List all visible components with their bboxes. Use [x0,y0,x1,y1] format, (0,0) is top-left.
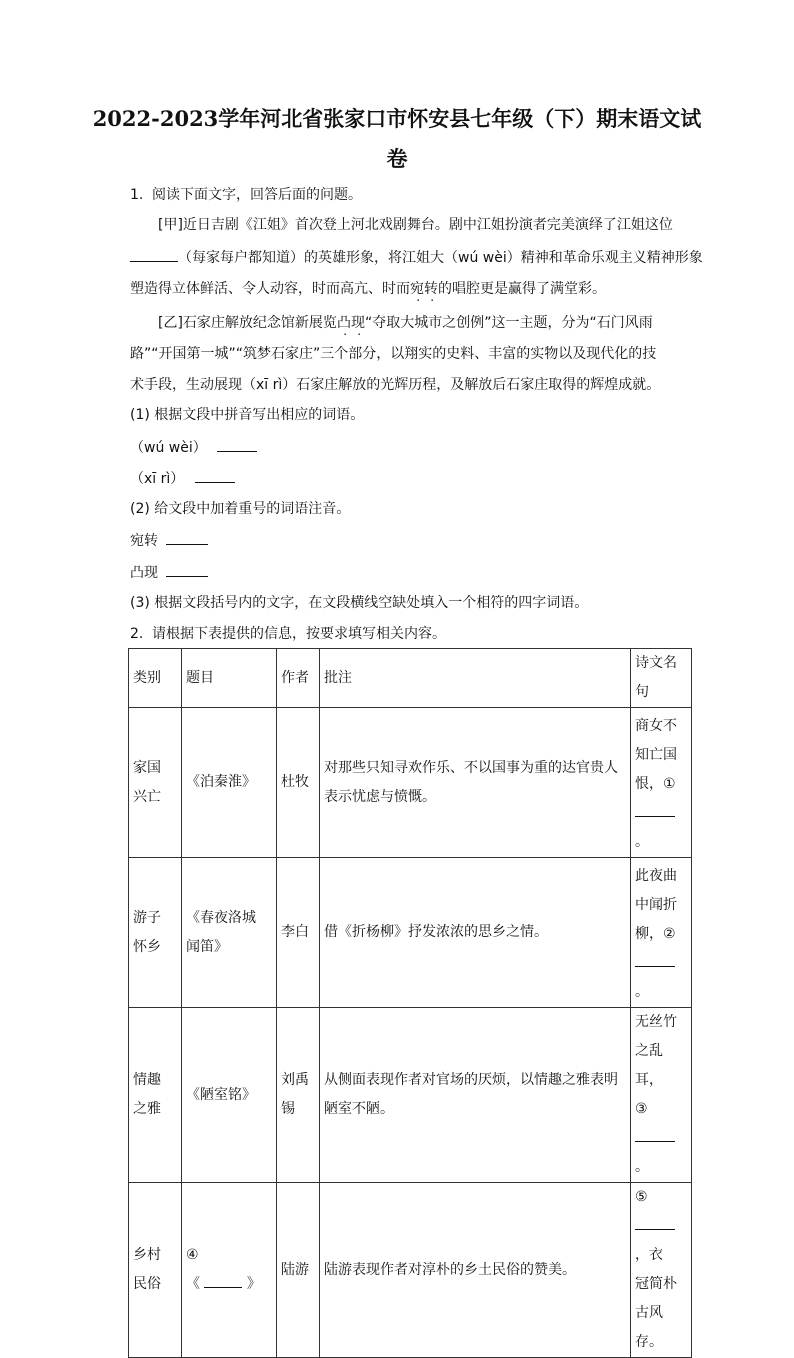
pinyin-prompt: （wú wèi） [130,440,207,456]
passage-text: 的唱腔更是赢得了满堂彩。 [438,281,606,297]
passage-jia-line: [甲]近日吉剧《江姐》首次登上河北戏剧舞台。剧中江姐扮演者完美演绎了江姐这位 [158,217,673,233]
answer-line [130,468,235,489]
header-cell: 诗文名句 [631,649,692,708]
cell-text: ，衣 [635,1247,663,1263]
author-cell: 陆游 [277,1183,320,1358]
note-cell [320,708,631,858]
passage-jia-line [130,247,703,268]
sub-question-2: (2) 给文段中加着重号的词语注音。 [130,501,351,517]
emphasis-char: 现 [350,315,365,331]
category-cell [129,858,182,1008]
cell-text: 从侧面表现作者对官场的厌烦，以情趣之雅表明 [324,1072,618,1088]
answer-blank[interactable] [166,562,208,577]
cell-text: 。 [635,834,649,850]
answer-blank[interactable] [195,468,235,483]
cell-text: 表示忧虑与愤慨。 [324,788,436,805]
author-cell [277,1008,320,1183]
category-cell [129,708,182,858]
answer-blank[interactable] [635,802,675,817]
header-cell: 作者 [277,649,320,708]
header-cell: 类别 [129,649,182,708]
quote-cell [631,1008,692,1183]
emphasis-char: 凸 [336,315,351,331]
answer-blank[interactable] [635,952,675,967]
header-cell: 题目 [182,649,277,708]
passage-text: “夺取大城市之创例”这一主题，分为“石门风雨 [364,315,653,331]
fill-blank[interactable] [130,247,178,262]
passage-jia-line [130,279,606,299]
answer-line [130,562,208,583]
table-row [129,1183,692,1358]
quote-cell [631,708,692,858]
answer-blank[interactable] [204,1273,242,1288]
sub-question-3: (3) 根据文段括号内的文字，在文段横线空缺处填入一个相符的四字词语。 [130,595,589,611]
cell-text: 。 [635,1159,649,1175]
question-text: 请根据下表提供的信息，按要求填写相关内容。 [152,626,446,642]
word-prompt: 凸现 [130,565,158,581]
cell-text: 刘禹 [281,1072,309,1088]
quote-cell [631,1183,692,1358]
exam-title: 2022-2023学年河北省张家口市怀安县七年级（下）期末语文试 [92,106,702,131]
category-cell [129,1183,182,1358]
cell-text: 柳，② [635,926,676,942]
cell-text: 》 [246,1276,261,1292]
cell-text: 兴亡 [133,788,161,805]
passage-yi-line: 路”“开国第一城”“筑梦石家庄”三个部分，以翔实的史料、丰富的实物以及现代化的技 [130,346,657,362]
emphasis-char: 宛 [410,281,424,297]
title-cell: 《泊秦淮》 [182,708,277,858]
answer-line [130,530,208,551]
cell-text: 无丝竹之乱耳， [635,1014,677,1088]
question-1-prompt [130,185,362,205]
poetry-table [128,648,692,1358]
cell-text: ④ [186,1247,199,1263]
cell-text: 。 [635,984,649,1000]
cell-text: 恨，① [635,776,676,792]
question-number: 2. [130,626,144,642]
category-cell [129,1008,182,1183]
quote-cell [631,858,692,1008]
question-2-prompt [130,624,446,644]
exam-title-continued: 卷 [386,146,408,171]
table-row [129,708,692,858]
cell-text: 乡村 [133,1247,161,1263]
question-number: 1. [130,187,144,203]
table-row [129,1008,692,1183]
sub-question-1: (1) 根据文段中拼音写出相应的词语。 [130,407,365,423]
cell-text: 《 [186,1276,200,1292]
note-cell: 陆游表现作者对淳朴的乡土民俗的赞美。 [320,1183,631,1358]
cell-text: ③ [635,1101,648,1117]
note-cell: 借《折杨柳》抒发浓浓的思乡之情。 [320,858,631,1008]
cell-text: 对那些只知寻欢作乐、不以国事为重的达官贵人 [324,759,618,776]
cell-text: 冠简朴古风存。 [635,1276,677,1350]
cell-text: 《春夜洛城 [186,909,256,926]
cell-text: 陋室不陋。 [324,1101,394,1117]
cell-text: 商女不知亡国 [635,718,677,763]
cell-text: 游子 [133,909,161,926]
answer-blank[interactable] [217,437,257,452]
author-cell: 李白 [277,858,320,1008]
answer-blank[interactable] [635,1127,675,1142]
passage-text: 塑造得立体鲜活、令人动容，时而高亢、时而 [130,281,410,297]
header-cell: 批注 [320,649,631,708]
passage-yi-line: 术手段，生动展现（xī rì）石家庄解放的光辉历程，及解放后石家庄取得的辉煌成就。 [130,377,661,393]
passage-yi-line [158,313,653,333]
cell-text: 闻笛》 [186,938,228,955]
cell-text: ⑤ [635,1189,648,1205]
table-header-row [129,649,692,708]
question-text: 阅读下面文字，回答后面的问题。 [152,187,362,203]
pinyin-prompt: （xī rì） [130,471,185,487]
title-cell [182,1183,277,1358]
title-cell [182,858,277,1008]
answer-line [130,437,257,458]
passage-text: （每家每户都知道）的英雄形象，将江姐大（wú wèi）精神和革命乐观主义精神形象 [178,250,703,266]
cell-text: 怀乡 [133,938,161,955]
author-cell: 杜牧 [277,708,320,858]
answer-blank[interactable] [635,1215,675,1230]
table-row [129,858,692,1008]
cell-text: 情趣 [133,1072,161,1088]
cell-text: 此夜曲中闻折 [635,868,677,913]
cell-text: 民俗 [133,1276,161,1292]
cell-text: 家国 [133,759,161,776]
cell-text: 之雅 [133,1101,161,1117]
title-cell: 《陋室铭》 [182,1008,277,1183]
cell-text: 锡 [281,1101,295,1117]
note-cell [320,1008,631,1183]
answer-blank[interactable] [166,530,208,545]
word-prompt: 宛转 [130,533,158,549]
emphasis-char: 转 [424,281,438,297]
passage-text: [乙]石家庄解放纪念馆新展览 [158,315,337,331]
